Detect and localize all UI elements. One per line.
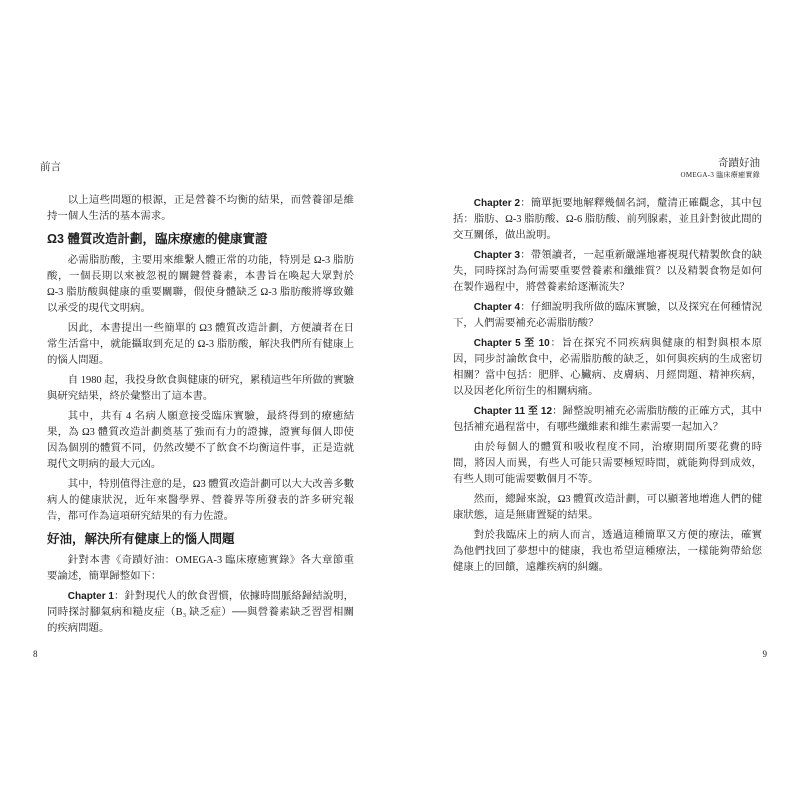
chapter-text: 簡單扼要地解釋幾個名詞，釐清正確觀念，其中包括：脂肪、Ω-3 脂肪酸、Ω-6 脂肪酸、前列腺素，並且針對彼此間的交互關係，做出說明。 (453, 198, 763, 241)
page-number-right: 9 (762, 649, 767, 659)
body-paragraph: 自 1980 起，我投身飲食與健康的研究，累積這些年所做的實驗與研究結果，終於彙整出了這本書。 (47, 375, 354, 402)
body-paragraph: 因此，本書提出一些簡單的 Ω3 體質改造計劃，方便讀者在日常生活當中，就能攝取到充足的 Ω-3 脂肪酸，解決我們所有健康上的惱人問題。 (47, 323, 354, 366)
chapter-summary-5-10 (453, 336, 762, 400)
chapter-text: 仔細說明我所做的臨床實驗，以及探究在何種情況下，人們需要補充必需脂肪酸？ (453, 302, 763, 329)
chapter-label: Chapter 4 (473, 302, 521, 313)
chapter-separator: ： (552, 406, 563, 417)
running-head-subtitle: OMEGA-3 臨床療癒實錄 (680, 171, 760, 179)
chapter-summary-1 (47, 589, 354, 637)
right-page (400, 0, 800, 800)
chapter-separator: ： (549, 338, 562, 349)
body-paragraph: 必需脂肪酸，主要用來維繫人體正常的功能，特別是 Ω-3 脂肪酸，一個長期以來被忽視的關鍵營養素，本書旨在喚起大眾對於 Ω-3 脂肪酸與健康的重要關聯，假使身體缺乏 Ω-3 脂肪酸將導致難以承受的現代文明病。 (47, 255, 354, 314)
chapter-summary-3 (453, 248, 762, 296)
chapter-separator: ： (520, 198, 531, 209)
running-head-title: 奇蹟好油 (718, 158, 760, 169)
chapter-label: Chapter 2 (473, 198, 521, 209)
chapter-label: Chapter 1 (67, 591, 114, 602)
chapter-separator: ： (520, 302, 531, 313)
page-number-left: 8 (33, 649, 38, 659)
body-paragraph: 針對本書《奇蹟好油：OMEGA-3 臨床療癒實錄》各大章節重要論述，簡單歸整如下： (47, 555, 354, 582)
section-heading-good-oil: 好油，解決所有健康上的惱人問題 (47, 532, 235, 546)
chapter-summary-4 (453, 300, 762, 332)
body-paragraph: 其中，共有 4 名病人願意接受臨床實驗，最終得到的療癒結果，為 Ω3 體質改造計劃奠基了強而有力的證據，證實每個人即使因為個別的體質不同，仍然改變不了飲食不均衡這件事，正是造就現代文明病的最大元凶。 (47, 411, 354, 470)
body-paragraph: 然而，總歸來說，Ω3 體質改造計劃，可以顯著地增進人們的健康狀態，這是無庸置疑的結果。 (453, 494, 762, 521)
chapter-text: 歸整說明補充必需脂肪酸的正確方式，其中包括補充過程當中，有哪些纖維素和維生素需要一起加入？ (453, 406, 763, 433)
chapter-summary-2 (453, 196, 762, 244)
right-text-column (453, 196, 762, 580)
chapter-separator: ： (520, 250, 531, 261)
intro-paragraph: 以上這些問題的根源，正是營養不均衡的結果，而營養卻是維持一個人生活的基本需求。 (47, 195, 354, 222)
body-paragraph: 其中，特別值得注意的是，Ω3 體質改造計劃可以大大改善多數病人的健康狀況，近年來醫學界、營養界等所發表的許多研究報告，都可作為這項研究結果的有力佐證。 (47, 479, 354, 522)
left-text-column (47, 193, 354, 641)
chapter-label: Chapter 3 (473, 250, 521, 261)
running-head-left: 前言 (40, 162, 61, 173)
chapter-label: Chapter 11 至 12 (473, 406, 553, 417)
chapter-label: Chapter 5 至 10 (473, 338, 550, 349)
chapter-summary-11-12 (453, 404, 762, 436)
chapter-text: 針對現代人的飲食習慣，依據時間脈絡歸結說明，同時探討腳氣病和糙皮症（B₃ 缺乏症）──與營養素缺乏習習相關的疾病問題。 (47, 591, 355, 634)
chapter-text: 旨在探究不同疾病與健康的相對與根本原因，同步討論飲食中，必需脂肪酸的缺乏，如何與疾病的生成密切相關？當中包括：肥胖、心臟病、皮膚病、月經問題、精神疾病，以及因老化所衍生的相關病痛。 (453, 338, 762, 397)
chapter-text: 帶領讀者，一起重新嚴謹地審視現代精製飲食的缺失，同時探討為何需要重要營養素和纖維質？以及精製食物是如何在製作過程中，將營養素給逐漸流失？ (453, 250, 763, 293)
body-paragraph: 由於每個人的體質和吸收程度不同，治療期間所要花費的時間，將因人而異，有些人可能只需要極短時間，就能夠得到成效，有些人則可能需要數個月不等。 (453, 442, 762, 485)
section-heading-omega3-plan: Ω3 體質改造計劃，臨床療癒的健康實證 (47, 232, 268, 246)
body-paragraph: 對於我臨床上的病人而言，透過這種簡單又方便的療法，確實為他們找回了夢想中的健康，我也希望這種療法，一樣能夠帶給您健康上的回饋，遠離疾病的糾纏。 (453, 530, 762, 573)
chapter-separator: ： (113, 591, 125, 602)
